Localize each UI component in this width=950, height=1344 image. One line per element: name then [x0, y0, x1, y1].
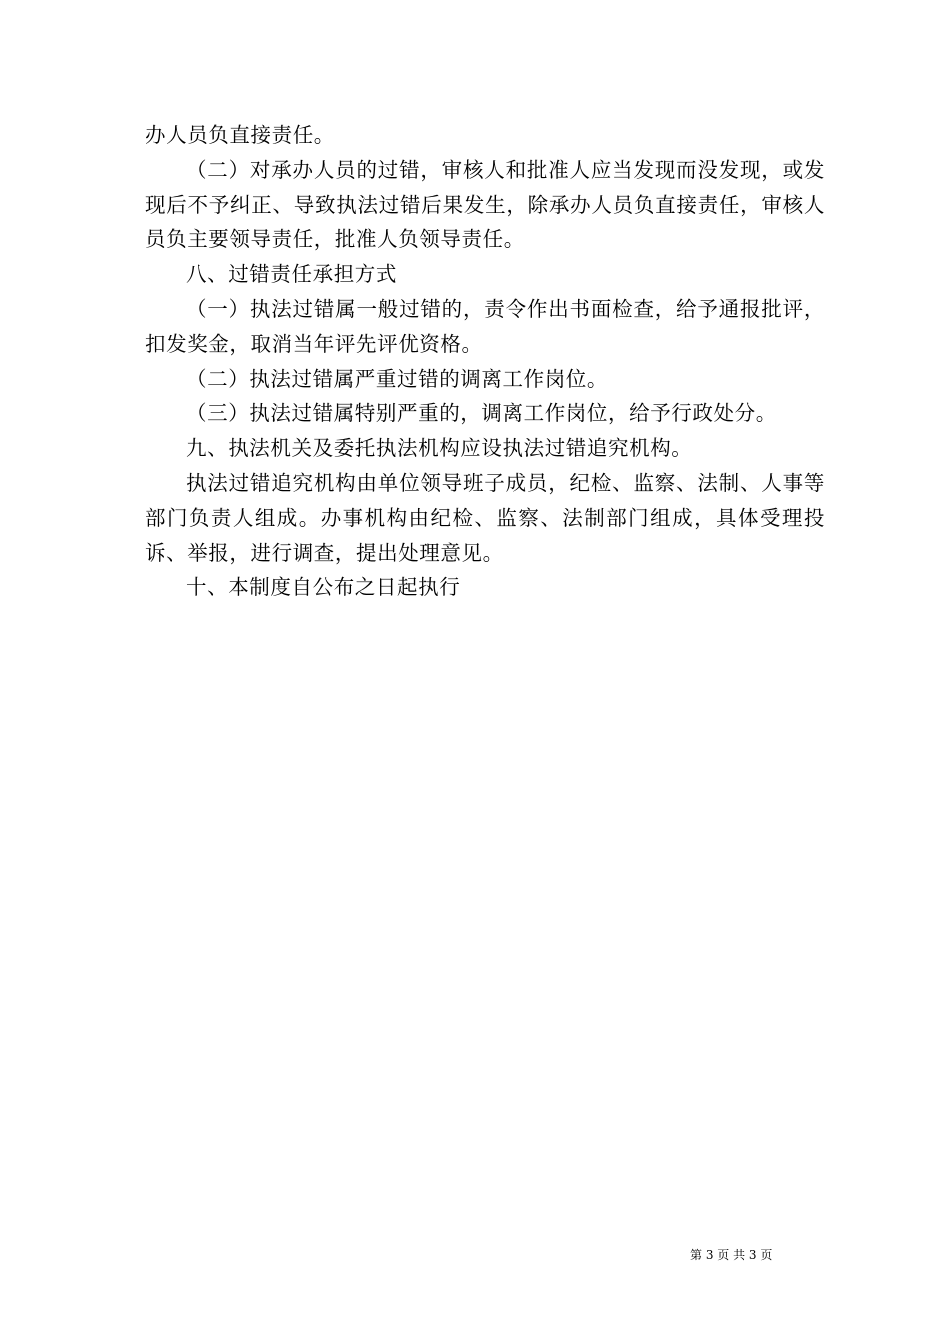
- paragraph-item-2-review: （二）对承办人员的过错，审核人和批准人应当发现而没发现，或发现后不予纠正、导致执法过错后果发生，除承办人员负直接责任，审核人员负主要领导责任，批准人负领导责任。: [145, 157, 825, 252]
- document-body: [145, 118, 825, 605]
- paragraph-item-2-serious-error: （二）执法过错属严重过错的调离工作岗位。: [186, 366, 608, 391]
- section-heading-9: 九、执法机关及委托执法机构应设执法过错追究机构。: [186, 436, 693, 461]
- paragraph-accountability-body: 执法过错追究机构由单位领导班子成员，纪检、监察、法制、人事等部门负责人组成。办事机构由纪检、监察、法制部门组成，具体受理投诉、举报，进行调查，提出处理意见。: [145, 470, 825, 565]
- section-heading-8: 八、过错责任承担方式: [186, 262, 397, 287]
- section-heading-10: 十、本制度自公布之日起执行: [186, 575, 461, 600]
- paragraph-item-3-especially-serious: （三）执法过错属特别严重的，调离工作岗位，给予行政处分。: [186, 401, 777, 426]
- paragraph-item-1-general-error: （一）执法过错属一般过错的，责令作出书面检查，给予通报批评，扣发奖金，取消当年评先评优资格。: [145, 296, 825, 356]
- paragraph-continuation: 办人员负直接责任。: [145, 123, 335, 147]
- page-number: 第 3 页 共 3 页: [690, 1248, 773, 1262]
